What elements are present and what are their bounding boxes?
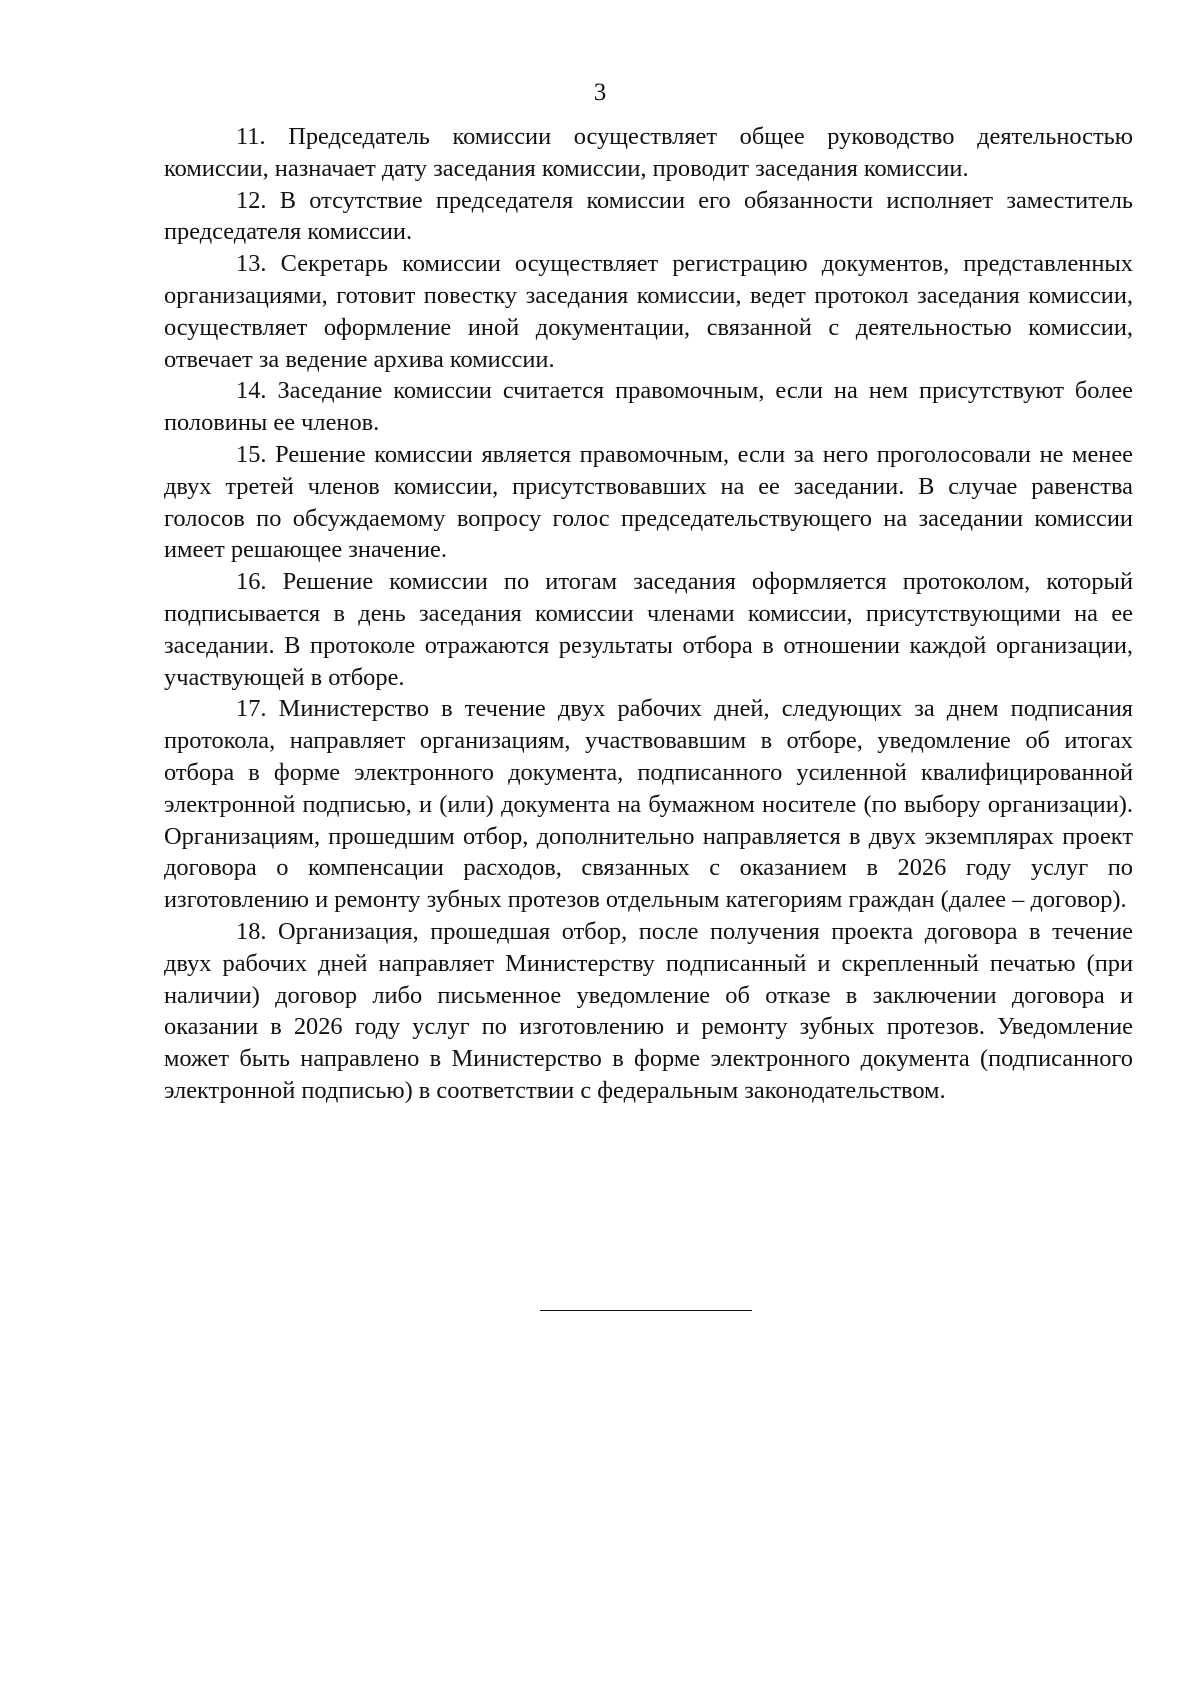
paragraph-18: 18. Организация, прошедшая отбор, после получения проекта договора в течение двух рабочих дней направляет Министерству подписанный и скрепленный печатью (при наличии) договор либо письменное уведомление об отказе в заключении договора и оказании в 2026 году услуг по изготовлению и ремонту зубных протезов. Уведомление может быть направлено в Министерство в форме электронного документа (подписанного электронной подписью) в соответствии с федеральным законодательством. xyxy=(164,917,1133,1104)
paragraph-15: 15. Решение комиссии является правомочным, если за него проголосовали не менее двух третей членов комиссии, присутствовавших на ее заседании. В случае равенства голосов по обсуждаемому вопросу голос председательствующего на заседании комиссии имеет решающее значение. xyxy=(164,440,1133,564)
end-of-document-rule xyxy=(540,1310,752,1311)
page-number: 3 xyxy=(593,79,607,106)
paragraph-12: 12. В отсутствие председателя комиссии его обязанности исполняет заместитель председателя комиссии. xyxy=(164,186,1133,246)
document-body xyxy=(164,121,1133,1107)
paragraph-17: 17. Министерство в течение двух рабочих дней, следующих за днем подписания протокола, направляет организациям, участвовавшим в отборе, уведомление об итогах отбора в форме электронного документа, подписанного усиленной квалифицированной электронной подписью, и (или) документа на бумажном носителе (по выбору организации). Организациям, прошедшим отбор, дополнительно направляется в двух экземплярах проект договора о компенсации расходов, связанных с оказанием в 2026 году услуг по изготовлению и ремонту зубных протезов отдельным категориям граждан (далее – договор). xyxy=(164,695,1133,914)
paragraph-16: 16. Решение комиссии по итогам заседания оформляется протоколом, который подписывается в день заседания комиссии членами комиссии, присутствующими на ее заседании. В протоколе отражаются результаты отбора в отношении каждой организации, участвующей в отборе. xyxy=(164,568,1133,691)
paragraph-11: 11. Председатель комиссии осуществляет общее руководство деятельностью комиссии, назначает дату заседания комиссии, проводит заседания комиссии. xyxy=(164,123,1133,182)
paragraph-13: 13. Секретарь комиссии осуществляет регистрацию документов, представленных организациями, готовит повестку заседания комиссии, ведет протокол заседания комиссии, осуществляет оформление иной документации, связанной с деятельностью комиссии, отвечает за ведение архива комиссии. xyxy=(164,250,1133,373)
paragraph-14: 14. Заседание комиссии считается правомочным, если на нем присутствуют более половины ее членов. xyxy=(164,377,1133,437)
